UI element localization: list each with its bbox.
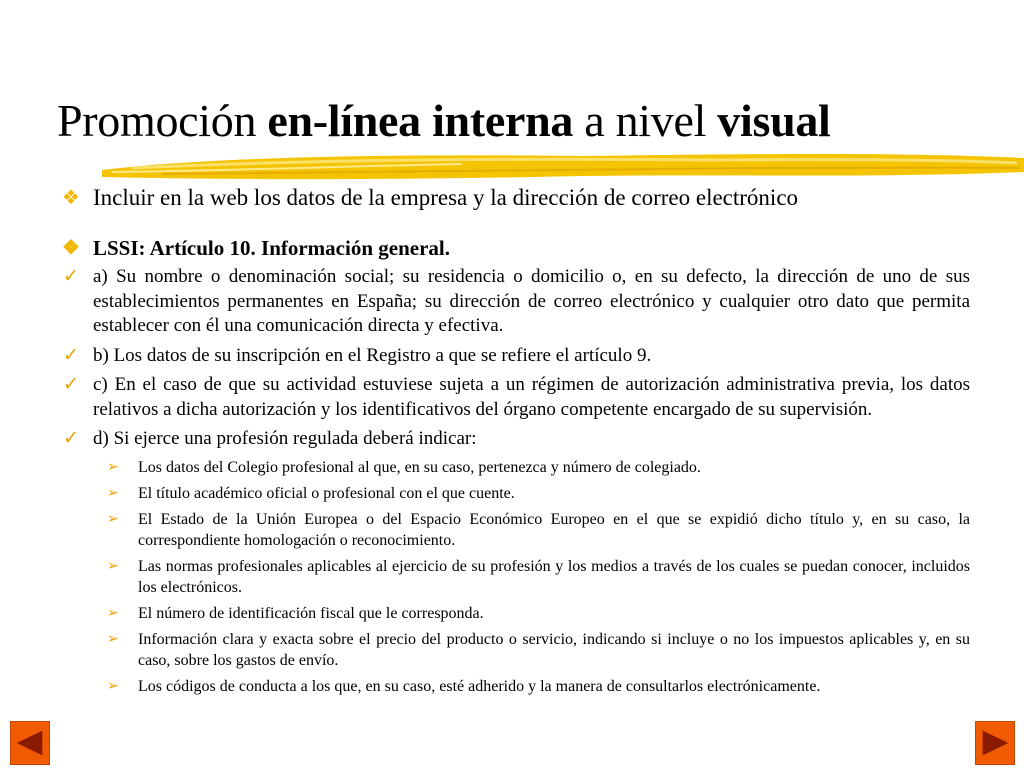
checkmark-icon: ✓ xyxy=(63,266,79,287)
title-part-3: a nivel xyxy=(573,95,718,146)
triangle-right-icon xyxy=(976,722,1014,764)
arrow-bullet-icon: ➢ xyxy=(107,678,119,694)
sub-item-text: El número de identificación fiscal que le corresponda. xyxy=(138,604,484,622)
arrow-bullet-icon: ➢ xyxy=(107,511,119,527)
arrow-bullet-icon: ➢ xyxy=(107,605,119,621)
arrow-bullet-icon: ➢ xyxy=(107,459,119,475)
arrow-bullet-icon: ➢ xyxy=(107,631,119,647)
sub-item xyxy=(107,457,970,478)
sub-item-text: El Estado de la Unión Europea o del Espacio Económico Europeo en el que se expidió dicho título y, en su caso, la correspondiente homologación o reconocimiento. xyxy=(138,510,970,549)
check-text: b) Los datos de su inscripción en el Registro a que se refiere el artículo 9. xyxy=(93,344,652,366)
bullet-item xyxy=(62,233,970,263)
sub-item xyxy=(107,556,970,598)
slide-content xyxy=(62,183,970,702)
sub-item xyxy=(107,483,970,504)
check-item xyxy=(62,265,970,339)
next-slide-button[interactable] xyxy=(975,721,1015,765)
arrow-bullet-icon: ➢ xyxy=(107,558,119,574)
checkmark-icon: ✓ xyxy=(63,374,79,395)
sub-item-text: Información clara y exacta sobre el precio del producto o servicio, indicando si incluye o no los impuestos aplicables y, en su caso, sobre los gastos de envío. xyxy=(138,630,970,669)
sub-item xyxy=(107,603,970,624)
sub-item-text: Los códigos de conducta a los que, en su caso, esté adherido y la manera de consultarlos electrónicamente. xyxy=(138,677,821,695)
title-part-4: visual xyxy=(717,95,831,146)
check-text: d) Si ejerce una profesión regulada deberá indicar: xyxy=(93,428,477,449)
sub-item-text: El título académico oficial o profesional con el que cuente. xyxy=(138,484,515,502)
sub-item-text: Los datos del Colegio profesional al que, en su caso, pertenezca y número de colegiado. xyxy=(138,458,701,476)
title-part-1: Promoción xyxy=(57,95,268,146)
check-text: c) En el caso de que su actividad estuviese sujeta a un régimen de autorización administrativa previa, los datos relativos a dicha autorización y los identificativos del órgano competente encargado de su supervisión. xyxy=(93,374,970,420)
slide-title xyxy=(57,92,831,150)
check-text: a) Su nombre o denominación social; su residencia o domicilio o, en su defecto, la dirección de uno de sus establecimientos permanentes en España; su dirección de correo electrónico y cualquier otro dato que permita establecer con él una comunicación directa y efectiva. xyxy=(93,266,970,336)
triangle-left-icon xyxy=(11,722,49,764)
checkmark-icon: ✓ xyxy=(63,428,79,449)
sub-item-text: Las normas profesionales aplicables al ejercicio de su profesión y los medios a través de los cuales se puedan conocer, incluidos los electrónicos. xyxy=(138,557,970,596)
previous-slide-button[interactable] xyxy=(10,721,50,765)
arrow-bullet-icon: ➢ xyxy=(107,485,119,501)
bullet-text: LSSI: Artículo 10. Información general. xyxy=(93,236,450,260)
sub-item xyxy=(107,629,970,671)
sub-item xyxy=(107,509,970,551)
check-item xyxy=(62,427,970,452)
diamond-bullet-icon: ❖ xyxy=(62,187,80,209)
bullet-text: Incluir en la web los datos de la empresa y la dirección de correo electrónico xyxy=(93,185,799,210)
title-underline-brushstroke xyxy=(102,150,1024,186)
bullet-item xyxy=(62,183,970,213)
title-part-2: en-línea interna xyxy=(267,95,574,146)
check-item xyxy=(62,373,970,422)
check-item xyxy=(62,344,970,369)
diamond-bullet-icon: ❖ xyxy=(62,237,80,259)
sub-item xyxy=(107,676,970,697)
checkmark-icon: ✓ xyxy=(63,344,79,366)
